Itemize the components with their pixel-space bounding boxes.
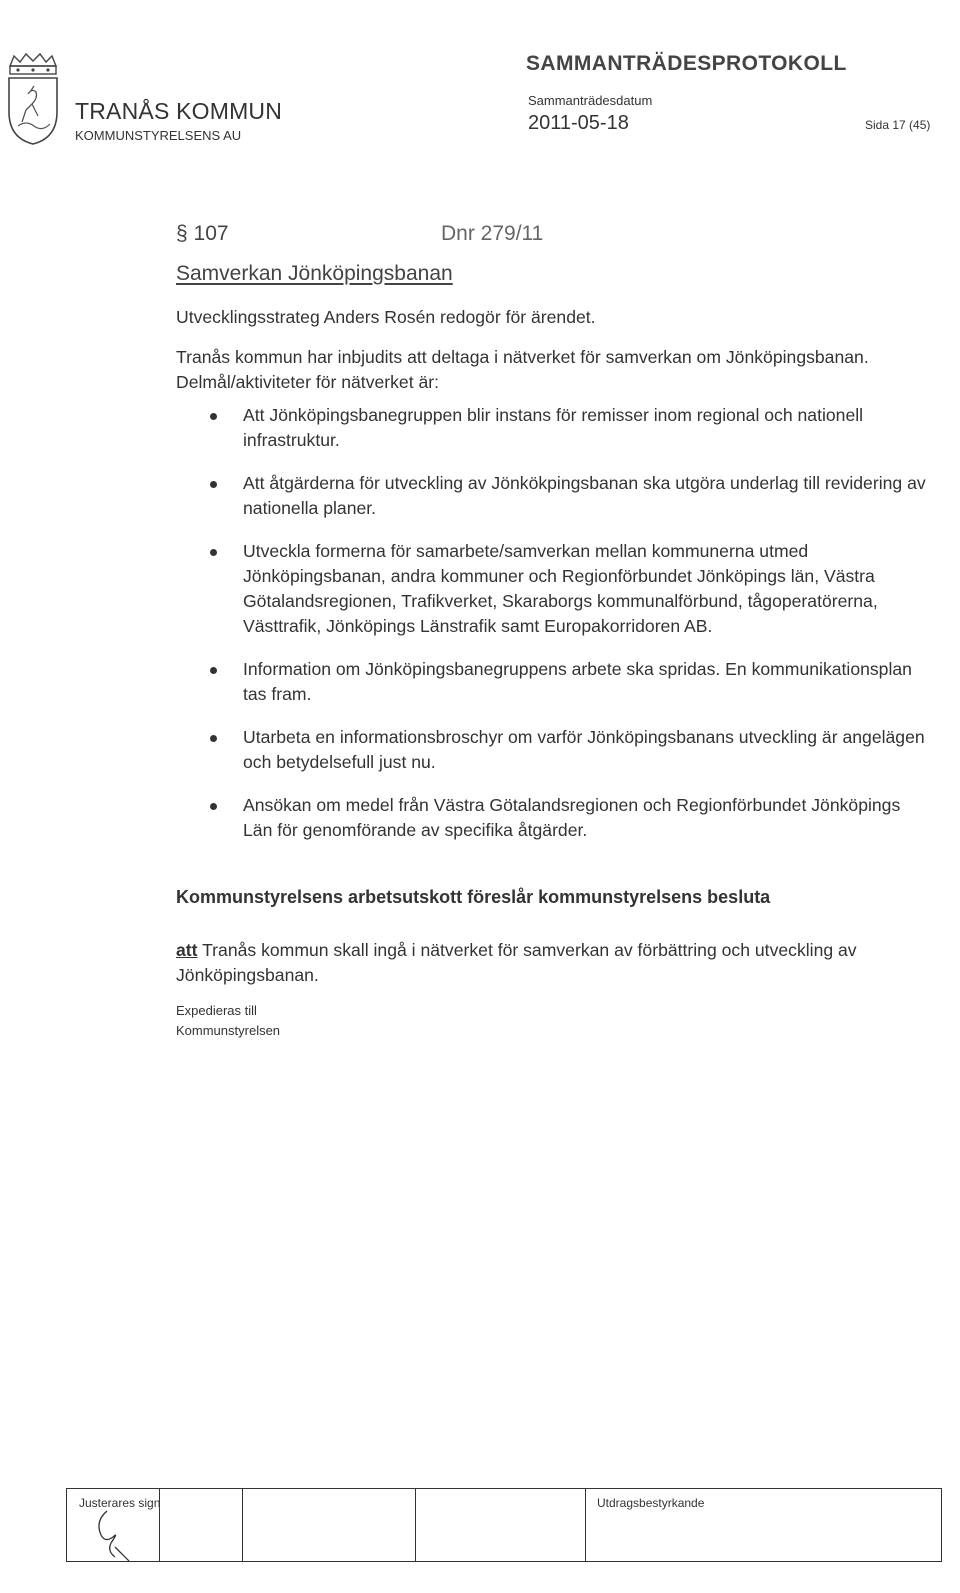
meeting-date-label: Sammanträdesdatum [528,93,653,108]
document-type: SAMMANTRÄDESPROTOKOLL [526,52,847,75]
bullet-icon [210,549,217,556]
section-title: Samverkan Jönköpingsbanan [176,262,453,285]
meeting-date: 2011-05-18 [528,112,629,134]
municipal-crest-icon [4,52,62,146]
list-item [208,725,933,775]
list-item-text: Information om Jönköpingsbanegruppens arbete ska spridas. En kommunikationsplan tas fram. [243,659,912,704]
expedition-recipient: Kommunstyrelsen [176,1023,281,1038]
organization-subtitle: KOMMUNSTYRELSENS AU [75,128,242,143]
bullet-icon [210,667,217,674]
list-item-text: Att Jönköpingsbanegruppen blir instans för remisser inom regional och nationell infrastruktur. [243,405,864,450]
signature-cell [242,1489,243,1561]
signature-cell [415,1489,416,1561]
list-item [208,471,933,521]
list-item-text: Utveckla formerna för samarbete/samverkan mellan kommunerna utmed Jönköpingsbanan, andra kommuner och Regionförbundet Jönköpings län, Västra Götalandsregionen, Trafikverket, Skaraborgs kommunalförbund, tågoperatörerna, Västtrafik, Jönköpings Länstrafik samt Europakorridoren AB. [243,541,878,636]
list-item [208,793,933,843]
page-number: Sida 17 (45) [865,118,931,132]
paragraph-number: § 107 [176,222,229,245]
list-item [208,539,933,639]
decision-heading: Kommunstyrelsens arbetsutskott föreslår kommunstyrelsens besluta [176,887,771,907]
expedition-label: Expedieras till [176,1003,257,1018]
signature-cell [159,1489,160,1561]
bullet-icon [210,413,217,420]
intro-paragraph: Tranås kommun har inbjudits att deltaga i nätverket för samverkan om Jönköpingsbanan. Delmål/aktiviteter för nätverket är: [176,347,869,392]
decision-body: Tranås kommun skall ingå i nätverket för samverkan av förbättring och utveckling av Jönköpingsbanan. [176,940,857,985]
list-item [208,403,933,453]
diary-number: Dnr 279/11 [441,222,544,245]
extract-cell [585,1489,586,1561]
extract-label: Utdragsbestyrkande [597,1496,705,1510]
signature-table [66,1488,942,1562]
bullet-icon [210,803,217,810]
intro-paragraph: Utvecklingsstrateg Anders Rosén redogör för ärendet. [176,307,596,327]
handwritten-signature-icon [85,1507,145,1561]
list-item [208,657,933,707]
signature-label: Justerares sign [79,1496,161,1510]
organization-name: TRANÅS KOMMUN [75,98,283,124]
objectives-list [208,403,933,861]
att-keyword: att [176,940,198,960]
bullet-icon [210,481,217,488]
decision-text [176,938,936,988]
list-item-text: Ansökan om medel från Västra Götalandsregionen och Regionförbundet Jönköpings Län för genomförande av specifika åtgärder. [243,795,901,840]
list-item-text: Att åtgärderna för utveckling av Jönkökpingsbanan ska utgöra underlag till revidering av nationella planer. [243,473,926,518]
list-item-text: Utarbeta en informationsbroschyr om varför Jönköpingsbanans utveckling är angelägen och betydelsefull just nu. [243,727,925,772]
bullet-icon [210,735,217,742]
